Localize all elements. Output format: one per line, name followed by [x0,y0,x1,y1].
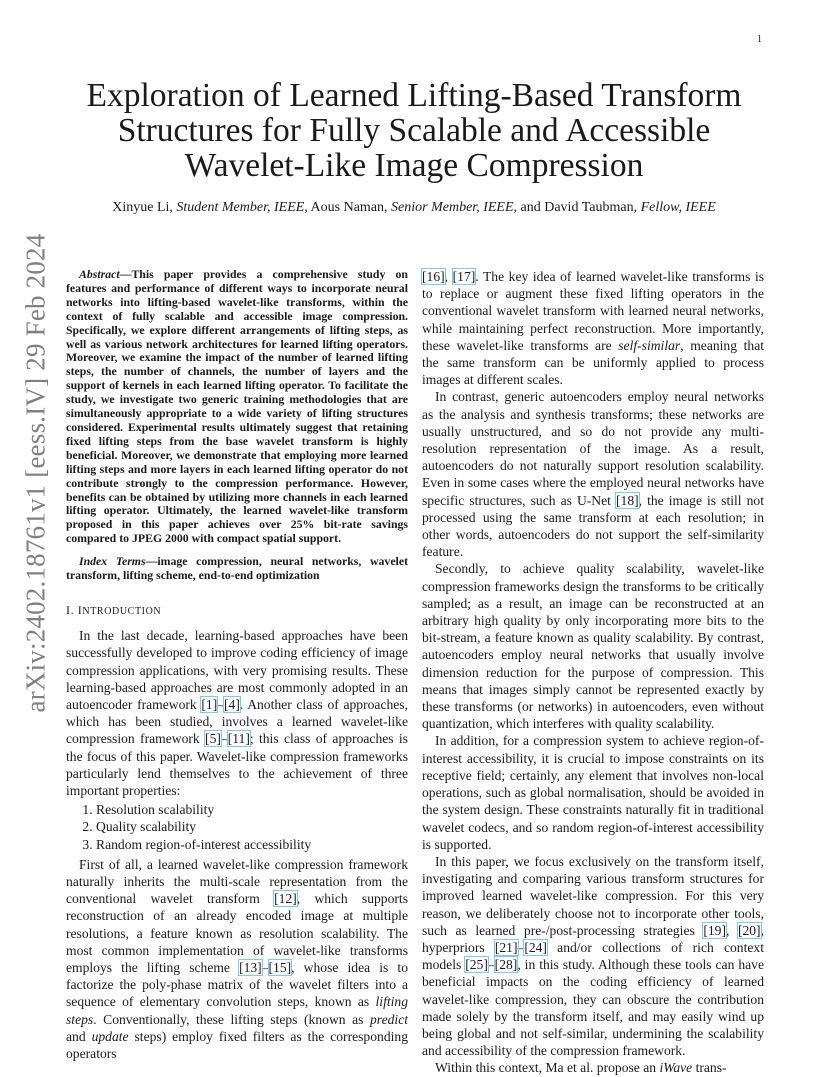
title-line: Wavelet-Like Image Compression [184,147,644,184]
citation-link[interactable]: [28] [494,957,518,973]
author-name: Xinyue Li, [112,200,173,215]
citation-link[interactable]: [24] [524,939,547,955]
citation-link[interactable]: [19] [703,922,726,938]
author-list [64,200,764,216]
property-list [66,801,408,853]
index-terms [66,555,408,583]
author-role: Student Member, IEEE, [176,200,308,215]
author-name: and David Taubman, [520,200,638,215]
title-line: Structures for Fully Scalable and Accessible [117,112,711,149]
citation-link[interactable]: [15] [268,960,292,975]
index-terms-text: —image compression, neural networks, wavelet transform, lifting scheme, end-to-end optimization [66,554,408,583]
list-item: 1. Resolution scalability [96,801,408,818]
citation-link[interactable]: [18] [616,492,639,508]
citation-link[interactable]: [4] [224,696,240,712]
arxiv-stamp-text: arXiv:2402.18761v1 [eess.IV] 29 Feb 2024 [20,233,51,713]
citation-link[interactable]: [20] [737,922,761,938]
section-heading: I. INTRODUCTION [66,602,162,617]
citation-link[interactable]: [12] [274,891,297,907]
citation-link[interactable]: [21] [494,939,518,955]
paragraph: In addition, for a compression system to achieve region-of-interest accessibility, it is crucial to impose constraints on its receptive field; certainly, any element that involves non-local operations, such as global normalisation, should be avoided in the system design. These constraints naturally fit in traditional wavelet codecs, and so random region-of-interest accessibility is supported. [422,733,764,852]
page-number: 1 [757,34,762,45]
paper-title [64,78,764,183]
citation-link[interactable]: [16] [422,269,445,284]
right-column [422,268,764,1077]
title-line: Exploration of Learned Lifting-Based Transform [86,77,742,114]
paragraph: First of all, a learned wavelet-like compression framework naturally inherits the multi-scale representation from the conventional wavelet transform [12], which supports reconstruction of an already encoded image at multiple resolutions, a feature known as resolution scalability. The most common implementation of wavelet-like transforms employs the lifting scheme [13]–[15], whose idea is to factorize the poly-phase matrix of the wavelet filters into a sequence of elementary convolution steps, known as lifting steps. Conventionally, these lifting steps (known as predict and update steps) employ fixed filters as the corresponding operators [66,856,408,1062]
paragraph: In the last decade, learning-based approaches have been successfully developed to improve coding efficiency of image compression applications, with very promising results. These learning-based approaches are most commonly adopted in an autoencoder framework [1]–[4]. Another class of approaches, which has been studied, involves a learned wavelet-like compression framework [5]–[11]; this class of approaches is the focus of this paper. Wavelet-like compression frameworks particularly lend themselves to the achievement of three important properties: [66,628,408,798]
abstract-label: Abstract [79,267,120,281]
citation-link[interactable]: [5] [205,731,221,747]
left-column [66,268,408,1062]
list-item: 2. Quality scalability [96,818,408,835]
list-item: 3. Random region-of-interest accessibility [96,836,408,853]
index-terms-label: Index Terms [79,554,146,569]
author-role: Senior Member, IEEE, [391,200,518,215]
citation-link[interactable]: [17] [452,269,476,284]
abstract-text: —This paper provides a comprehensive study on features and performance of different ways to incorporate neural networks into lifting-based wavelet-like transforms, within the context of fully scalable and accessible image compression. Specifically, we explore different arrangements of lifting steps, as well as various network architectures for learned lifting operators. Moreover, we examine the impact of the number of learned lifting steps, the number of channels, the number of layers and the support of kernels in each learned lifting operator. To facilitate the study, we investigate two generic training methodologies that are simultaneously appropriate to a wide variety of lifting structures considered. Experimental results ultimately suggest that retaining fixed lifting steps from the base wavelet transform is highly beneficial. Moreover, we demonstrate that employing more learned lifting steps and more layers in each learned lifting operator do not contribute strongly to the compression performance. However, benefits can be obtained by utilizing more channels in each learned lifting operator. Ultimately, the learned wavelet-like transform proposed in this paper achieves over 25% bit-rate savings compared to JPEG 2000 with compact spatial support. [66,267,408,546]
author-role: Fellow, IEEE [640,200,716,215]
citation-link[interactable]: [1] [201,696,218,712]
paragraph: Secondly, to achieve quality scalability, wavelet-like compression frameworks design the transforms to be critically sampled; as a result, an image can be reconstructed at an arbitrary high quality by only incorporating more bits to the bit-stream, a feature known as quality scalability. By contrast, autoencoders employ neural networks that usually involve dimension reduction for the purpose of compression. This means that images simply cannot be represented exactly by these transforms (or networks) in autoencoders, even without quantization, which interferes with quality scalability. [422,561,764,732]
author-name: Aous Naman, [310,200,388,215]
citation-link[interactable]: [11] [227,731,250,747]
paragraph: Within this context, Ma et al. propose an iWave trans- [435,1060,727,1076]
paragraph: In this paper, we focus exclusively on the transform itself, investigating and comparing various transform structures for improved learned wavelet-like compression. For this very reason, we deliberately choose not to incorporate other tools, such as learned pre-/post-processing strategies [19], [20], hyperpriors [21]–[24] and/or collections of rich context models [25]–[28], in this study. Although these tools can have beneficial impacts on the coding efficiency of learned wavelet-like compression, they can obscure the contribution made solely by the transform itself, and may easily wind up being global and not self-similar, undermining the scalability and accessibility of the compression framework. [422,853,764,1059]
citation-link[interactable]: [13] [239,960,262,975]
abstract [66,268,408,546]
paragraph: In contrast, generic autoencoders employ neural networks as the analysis and synthesis transforms; these networks are usually unstructured, and so do not provide any multi-resolution representation of the image. As a result, autoencoders do not naturally support resolution scalability. Even in some cases where the employed neural networks have specific structures, such as U-Net [18], the image is still not processed using the same transform at each resolution; in other words, autoencoders do not support the self-similarity feature. [422,389,764,560]
citation-link[interactable]: [25] [465,957,488,973]
paragraph: [16], [17]. The key idea of learned wavelet-like transforms is to replace or augment these fixed lifting operators in the conventional wavelet transform with learned neural networks, while maintaining perfect reconstruction. More importantly, these wavelet-like transforms are self-similar, meaning that the same transform can be uniformly applied to process images at different scales. [422,269,765,388]
